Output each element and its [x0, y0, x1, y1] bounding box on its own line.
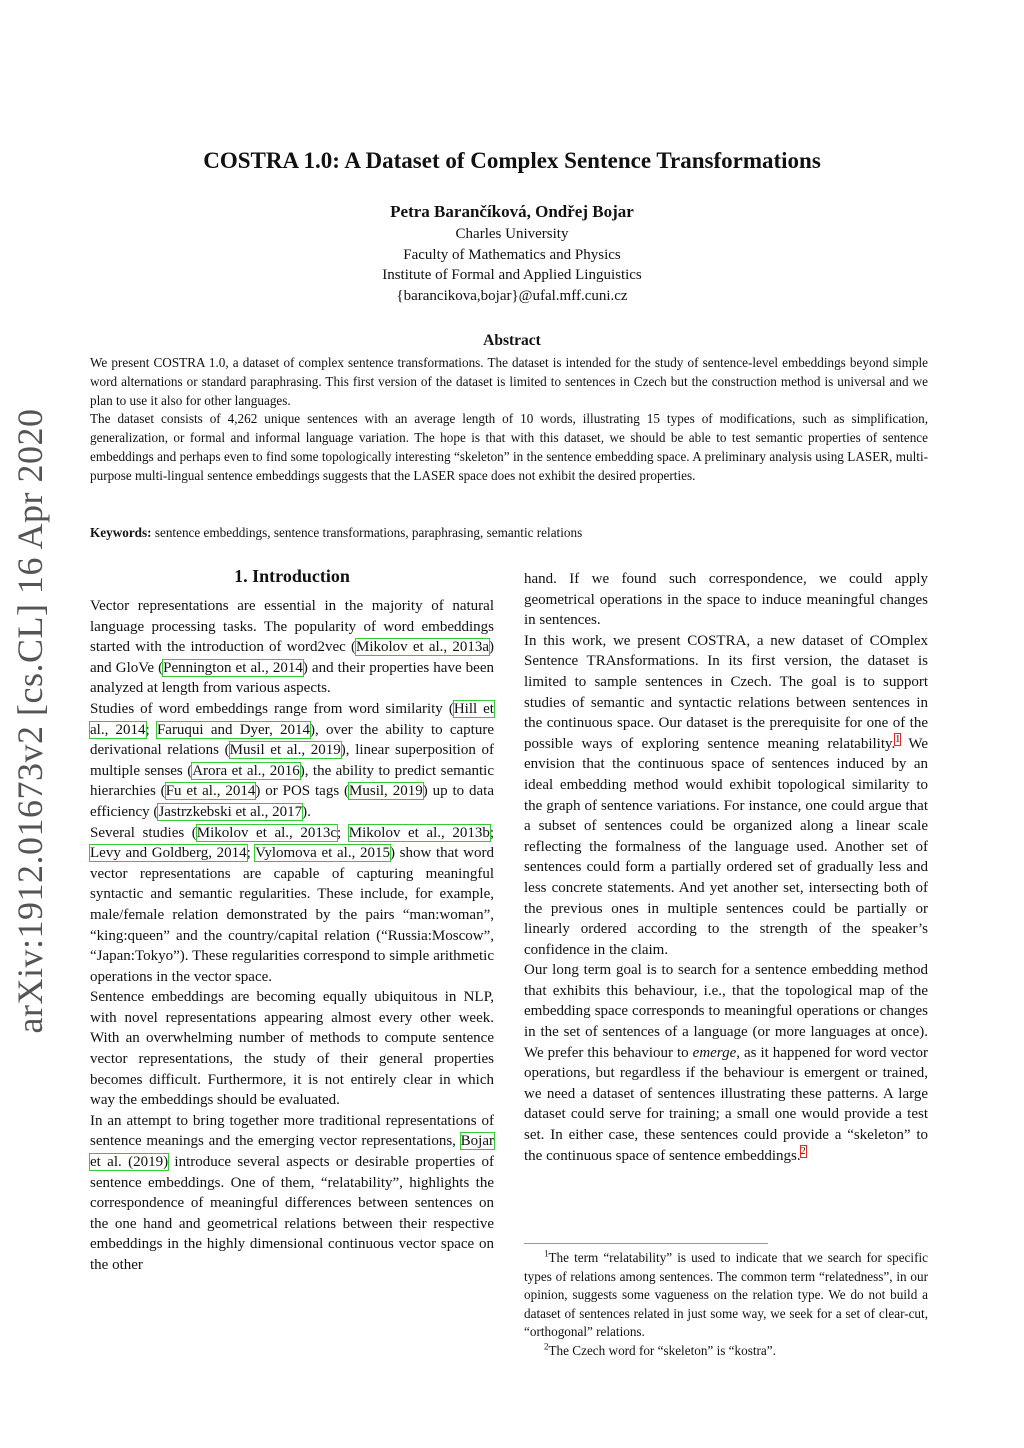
abstract-paragraph: We present COSTRA 1.0, a dataset of complex sentence transformations. The dataset is intended for the study of sentence-level embeddings beyond simple word alternations or standard paraphrasing. This first version of the dataset is limited to sentences in Czech but the construction method is universal and we plan to use it also for other languages. — [90, 355, 928, 408]
authors: Petra Barančíková, Ondřej Bojar — [390, 202, 634, 221]
citation-link[interactable]: Arora et al., 2016 — [192, 762, 300, 779]
citation-link[interactable]: Musil et al., 2019 — [229, 742, 341, 759]
author-email: {barancikova,bojar}@ufal.mff.cuni.cz — [396, 287, 628, 304]
body-paragraph: hand. If we found such correspondence, we could apply geometrical operations in the space to induce meaningful changes in sentences. — [524, 571, 928, 629]
body-paragraph: Studies of word embeddings range from word similarity (Hill et al., 2014; Faruqui and Dyer, 2014), over the ability to capture derivational relations (Musil et al., 2019), linear superposition of multiple senses (Arora et al., 2016), the ability to predict semantic hierarchies (Fu et al., 2014) or POS tags (Musil, 2019) up to data efficiency (Jastrzkebski et al., 2017). — [90, 700, 495, 820]
keywords-label: Keywords: — [90, 525, 152, 540]
footnote-number: 1 — [544, 1248, 549, 1259]
citation-link[interactable]: Mikolov et al., 2013c — [196, 824, 338, 841]
body-paragraph: Our long term goal is to search for a sentence embedding method that exhibits this behaviour, i.e., that the topological map of the embedding space corresponds to meaningful operations or changes in the set of sentences of a language (or more languages at once). We prefer this behaviour to emerge, as it happened for word vector operations, but regardless if the behaviour is emergent or trained, we need a dataset of sentences illustrating these patterns. A large dataset could serve for training; a small one would provide a test set. In either case, these sentences could provide a “skeleton” to the continuous space of sentence embeddings.$^2$ — [524, 962, 928, 1164]
footnote-ref-2[interactable]: 2 — [800, 1145, 806, 1157]
left-column — [90, 596, 494, 1276]
body-paragraph: Sentence embeddings are becoming equally ubiquitous in NLP, with novel representations appearing almost every other week. With an overwhelming number of methods to compute sentence vector representations, the study of their general properties becomes difficult. Furthermore, it is not entirely clear in which way the embeddings should be evaluated. — [90, 989, 494, 1109]
abstract-heading: Abstract — [483, 332, 541, 349]
footnote-rule — [524, 1243, 768, 1244]
citation-link[interactable]: Fu et al., 2014 — [165, 783, 256, 800]
citation-link[interactable]: Vylomova et al., 2015 — [255, 845, 390, 862]
affiliation-line: Faculty of Mathematics and Physics — [403, 246, 621, 263]
body-paragraph: In this work, we present COSTRA, a new dataset of COmplex Sentence TRAnsformations. In its first version, the dataset is limited to sample sentences in Czech. The goal is to support studies of semantic and syntactic relations between sentences in the continuous space. Our dataset is the prerequisite for one of the possible ways of exploring sentence meaning relatability.$^1$ We envision that the continuous space of sentences induced by an ideal embedding method would exhibit topological similarity to the graph of sentence variations. For instance, one could argue that a subset of sentences could be organized along a linear scale reflecting the formalness of the language used. Another set of sentences could form a partially ordered set of gradually less and less concrete statements. And yet another set, intersecting both of the previous ones in multiple sentences could be partially or linearly ordered according to the strength of the speaker’s confidence in the claim. — [524, 632, 929, 958]
citation-link[interactable]: Jastrzkebski et al., 2017 — [158, 803, 303, 820]
citation-link[interactable]: Faruqui and Dyer, 2014 — [156, 721, 311, 738]
citation-link[interactable]: Mikolov et al., 2013b — [348, 824, 490, 841]
affiliation — [0, 224, 1024, 306]
citation-link[interactable]: Hill et al., 2014 — [90, 700, 494, 738]
footnote-ref-1[interactable]: 1 — [895, 733, 901, 745]
right-column — [524, 569, 928, 1166]
arxiv-sidebar-id: arXiv:1912.01673v2 [cs.CL] 16 Apr 2020 — [10, 408, 50, 1034]
citation-link[interactable]: Pennington et al., 2014 — [163, 659, 303, 676]
affiliation-line: Institute of Formal and Applied Linguistics — [382, 267, 642, 283]
footnote: $^2$The Czech word for “skeleton” is “kostra”. — [544, 1341, 776, 1358]
citation-link[interactable]: Musil, 2019 — [349, 783, 423, 800]
paper-title: COSTRA 1.0: A Dataset of Complex Sentence Transformations — [203, 148, 821, 173]
footnote: $^1$The term “relatability” is used to indicate that we search for specific types of relations among sentences. The common term “relatedness”, in our opinion, suggests some vagueness on the relation type. We do not build a dataset of sentences related in just some way, we seek for a set of clear-cut, “orthogonal” relations. — [524, 1248, 928, 1340]
emphasis: emerge — [692, 1044, 737, 1061]
footnote-number: 2 — [544, 1341, 549, 1352]
keywords-text: sentence embeddings, sentence transformations, paraphrasing, semantic relations — [151, 525, 583, 540]
body-paragraph: Vector representations are essential in the majority of natural language processing tasks. The popularity of word embeddings started with the introduction of word2vec (Mikolov et al., 2013a) and GloVe (Pennington et al., 2014) and their properties have been analyzed at length from various aspects. — [90, 598, 494, 697]
body-paragraph: In an attempt to bring together more traditional representations of sentence meanings and the emerging vector representations, Bojar et al. (2019) introduce several aspects or desirable properties of sentence embeddings. One of them, “relatability”, highlights the correspondence of meaningful differences between sentences on the one hand and geometrical relations between their respective embeddings in the highly dimensional continuous vector space on the other — [90, 1112, 495, 1273]
body-paragraph: Several studies (Mikolov et al., 2013c; Mikolov et al., 2013b; Levy and Goldberg, 2014; Vylomova et al., 2015) show that word vector representations are capable of capturing meaningful syntactic and semantic regularities. These include, for example, male/female relation demonstrated by the pairs “man:woman”, “king:queen” and the country/capital relation (“Russia:Moscow”, “Japan:Tokyo”). These regularities correspond to simple arithmetic operations in the vector space. — [90, 824, 494, 985]
abstract — [90, 354, 928, 486]
citation-link[interactable]: Bojar et al. (2019) — [90, 1133, 494, 1171]
footnotes — [524, 1249, 928, 1361]
affiliation-line: Charles University — [455, 226, 569, 242]
keywords — [90, 524, 928, 542]
section-heading: 1. Introduction — [234, 566, 350, 586]
abstract-paragraph: The dataset consists of 4,262 unique sentences with an average length of 10 words, illustrating 15 types of modifications, such as simplification, generalization, or formal and informal language variation. The hope is that with this dataset, we should be able to test semantic properties of sentence embeddings and perhaps even to find some topologically interesting “skeleton” in the sentence embedding space. A preliminary analysis using LASER, multi-purpose multi-lingual sentence embeddings suggests that the LASER space does not exhibit the desired properties. — [90, 411, 928, 483]
citation-link[interactable]: Mikolov et al., 2013a — [355, 639, 489, 656]
citation-link[interactable]: Levy and Goldberg, 2014 — [90, 845, 247, 862]
